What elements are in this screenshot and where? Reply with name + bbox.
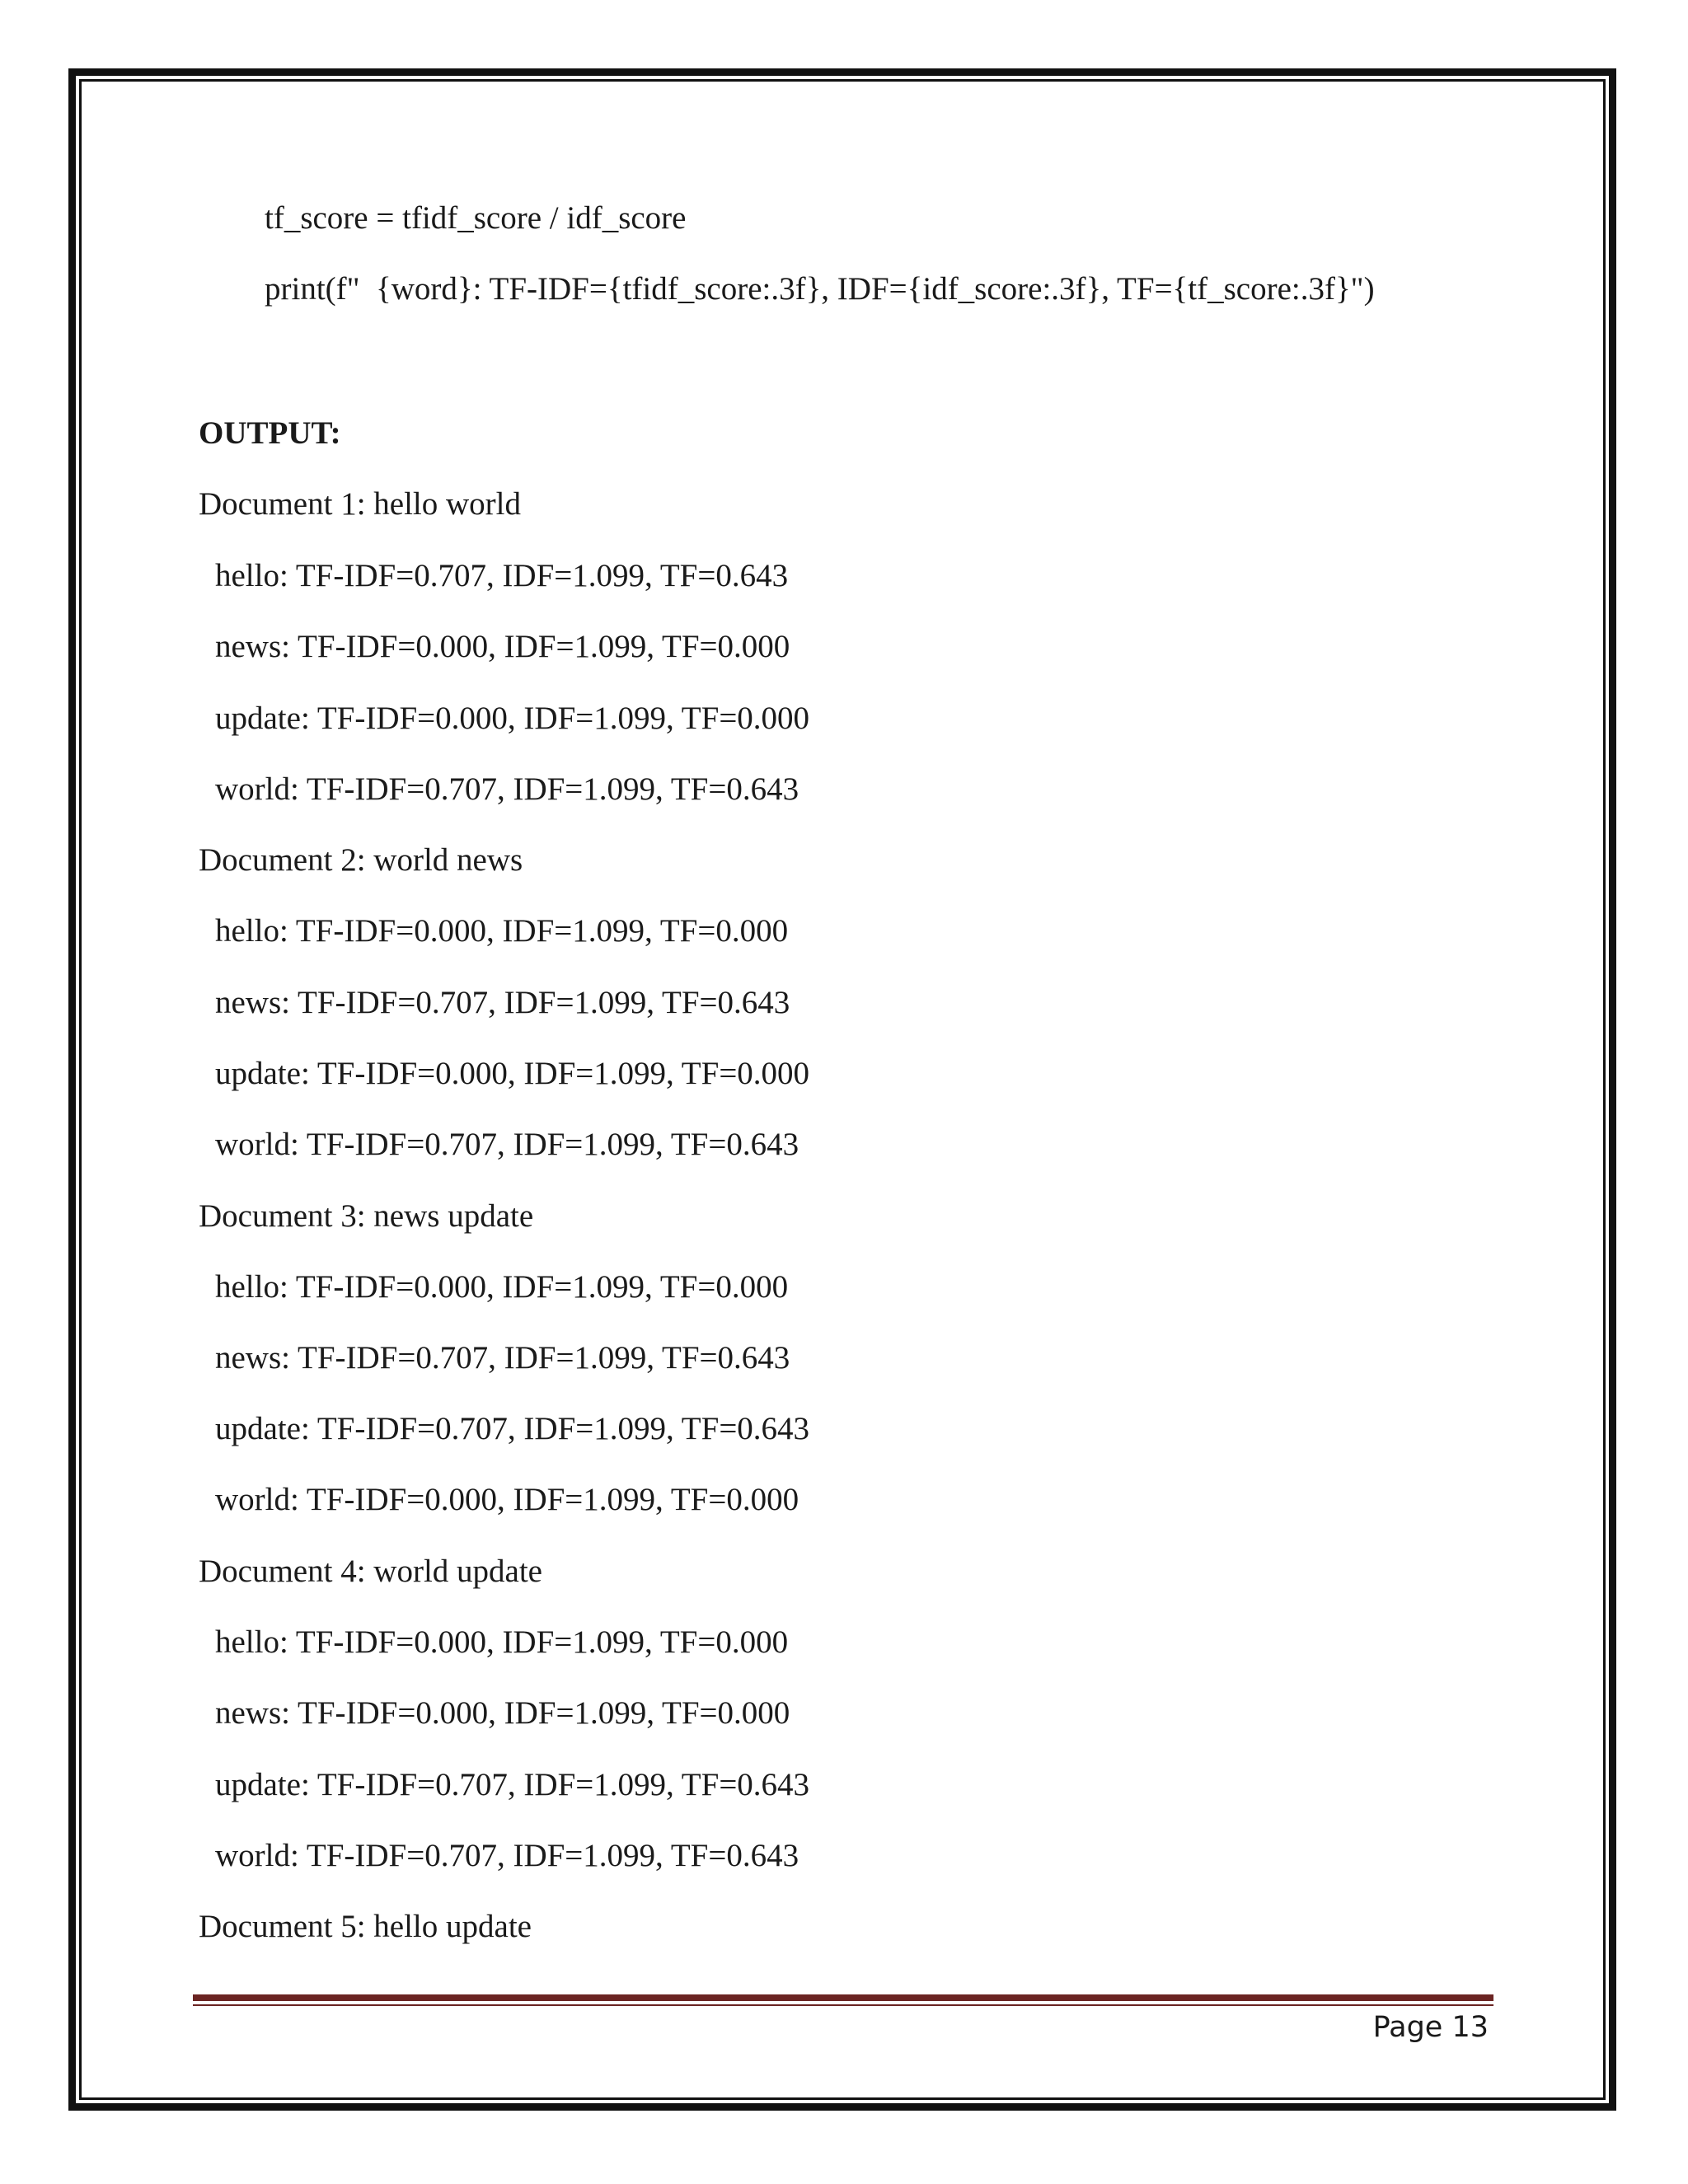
output-heading: OUTPUT: xyxy=(199,415,341,451)
score-line: world: TF-IDF=0.000, IDF=1.099, TF=0.000 xyxy=(215,1482,799,1517)
code-line-tf-score: tf_score = tfidf_score / idf_score xyxy=(265,200,687,236)
score-line: world: TF-IDF=0.707, IDF=1.099, TF=0.643 xyxy=(215,1127,799,1162)
footer-rule-thin xyxy=(193,2004,1493,2006)
document-title: Document 5: hello update xyxy=(199,1909,532,1944)
score-line: hello: TF-IDF=0.000, IDF=1.099, TF=0.000 xyxy=(215,1624,789,1660)
document-title: Document 2: world news xyxy=(199,842,523,878)
page-number: Page 13 xyxy=(1372,2011,1489,2044)
score-line: news: TF-IDF=0.707, IDF=1.099, TF=0.643 xyxy=(215,1340,790,1376)
score-line: news: TF-IDF=0.707, IDF=1.099, TF=0.643 xyxy=(215,985,790,1020)
code-line-print: print(f" {word}: TF-IDF={tfidf_score:.3f}, IDF={idf_score:.3f}, TF={tf_score:.3f}") xyxy=(265,271,1375,307)
document-title: Document 1: hello world xyxy=(199,486,522,522)
score-line: news: TF-IDF=0.000, IDF=1.099, TF=0.000 xyxy=(215,629,790,664)
document-title: Document 3: news update xyxy=(199,1198,534,1234)
score-line: news: TF-IDF=0.000, IDF=1.099, TF=0.000 xyxy=(215,1695,790,1731)
score-line: update: TF-IDF=0.707, IDF=1.099, TF=0.643 xyxy=(215,1411,810,1446)
score-line: world: TF-IDF=0.707, IDF=1.099, TF=0.643 xyxy=(215,1838,799,1873)
score-line: hello: TF-IDF=0.707, IDF=1.099, TF=0.643 xyxy=(215,558,789,593)
score-line: update: TF-IDF=0.000, IDF=1.099, TF=0.000 xyxy=(215,701,810,736)
footer-rule xyxy=(193,1994,1493,2001)
score-line: world: TF-IDF=0.707, IDF=1.099, TF=0.643 xyxy=(215,771,799,807)
score-line: hello: TF-IDF=0.000, IDF=1.099, TF=0.000 xyxy=(215,913,789,949)
score-line: update: TF-IDF=0.000, IDF=1.099, TF=0.000 xyxy=(215,1056,810,1091)
score-line: update: TF-IDF=0.707, IDF=1.099, TF=0.643 xyxy=(215,1767,810,1802)
score-line: hello: TF-IDF=0.000, IDF=1.099, TF=0.000 xyxy=(215,1269,789,1305)
document-title: Document 4: world update xyxy=(199,1554,542,1589)
